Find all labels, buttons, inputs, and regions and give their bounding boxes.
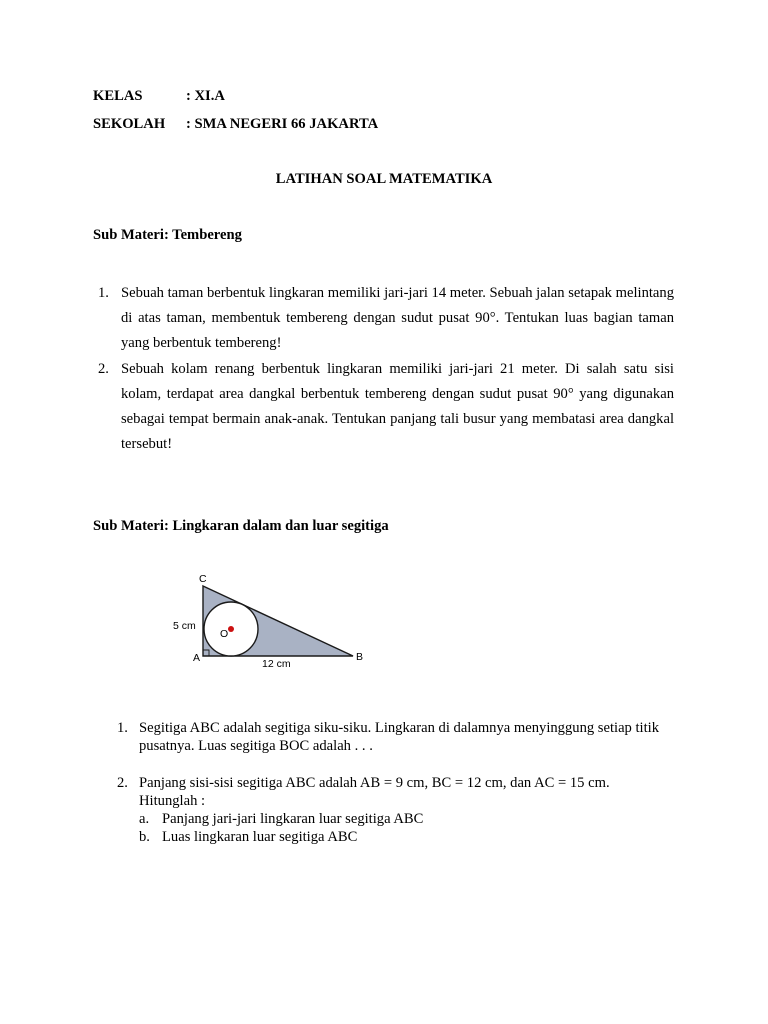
question-text: Panjang sisi-sisi segitiga ABC adalah AB = 9 cm, BC = 12 cm, dan AC = 15 cm. — [139, 775, 610, 791]
section1-question-2 — [96, 357, 674, 458]
question-text: Segitiga ABC adalah segitiga siku-siku. Lingkaran di dalamnya menyinggung setiap titik pusatnya. Luas segitiga BOC adalah . . . — [139, 720, 660, 754]
question-text: Sebuah taman berbentuk lingkaran memiliki jari-jari 14 meter. Sebuah jalan setapak melintang di atas taman, membentuk tembereng dengan sudut pusat 90°. Tentukan luas bagian taman yang berbentuk tembereng! — [121, 285, 674, 352]
section2-question-2 — [117, 774, 677, 846]
question-text: Sebuah kolam renang berbentuk lingkaran memiliki jari-jari 21 meter. Di salah satu sisi kolam, terdapat area dangkal berbentuk tembereng dengan sudut pusat 90° yang digunakan sebagai tempat bermain anak-anak. Tentukan panjang tali busur yang membatasi area dangkal tersebut! — [121, 360, 674, 453]
section1-question-1 — [96, 281, 674, 357]
sub-item-letter: a. — [139, 811, 150, 827]
sub-item-letter: b. — [139, 829, 150, 845]
sub-item-text: Panjang jari-jari lingkaran luar segitiga ABC — [162, 811, 424, 827]
kelas-value: : XI.A — [186, 88, 225, 104]
sekolah-label: SEKOLAH — [93, 116, 166, 132]
section2-heading: Sub Materi: Lingkaran dalam dan luar segitiga — [93, 518, 389, 534]
section1-heading: Sub Materi: Tembereng — [93, 227, 242, 243]
section2-question-1 — [117, 719, 677, 755]
sub-item-a — [139, 810, 677, 828]
label-c: C — [199, 573, 207, 585]
kelas-label: KELAS — [93, 88, 143, 104]
question-number: 2. — [98, 360, 109, 377]
label-b: B — [356, 651, 364, 663]
label-a: A — [193, 652, 201, 664]
label-side-ac: 5 cm — [173, 620, 196, 632]
question-number: 2. — [117, 775, 128, 791]
sub-item-list — [139, 810, 677, 846]
page-title: LATIHAN SOAL MATEMATIKA — [275, 171, 493, 187]
section1-question-list — [96, 281, 674, 457]
label-o: O — [220, 628, 229, 640]
center-point-o — [228, 626, 234, 632]
question-instruction: Hitunglah : — [139, 793, 206, 809]
triangle-figure — [165, 566, 375, 674]
label-side-ab: 12 cm — [262, 658, 291, 670]
question-number: 1. — [98, 285, 109, 301]
question-number: 1. — [117, 720, 128, 736]
sub-item-b — [139, 828, 677, 846]
sub-item-text: Luas lingkaran luar segitiga ABC — [162, 829, 358, 845]
sekolah-value: : SMA NEGERI 66 JAKARTA — [186, 116, 379, 132]
